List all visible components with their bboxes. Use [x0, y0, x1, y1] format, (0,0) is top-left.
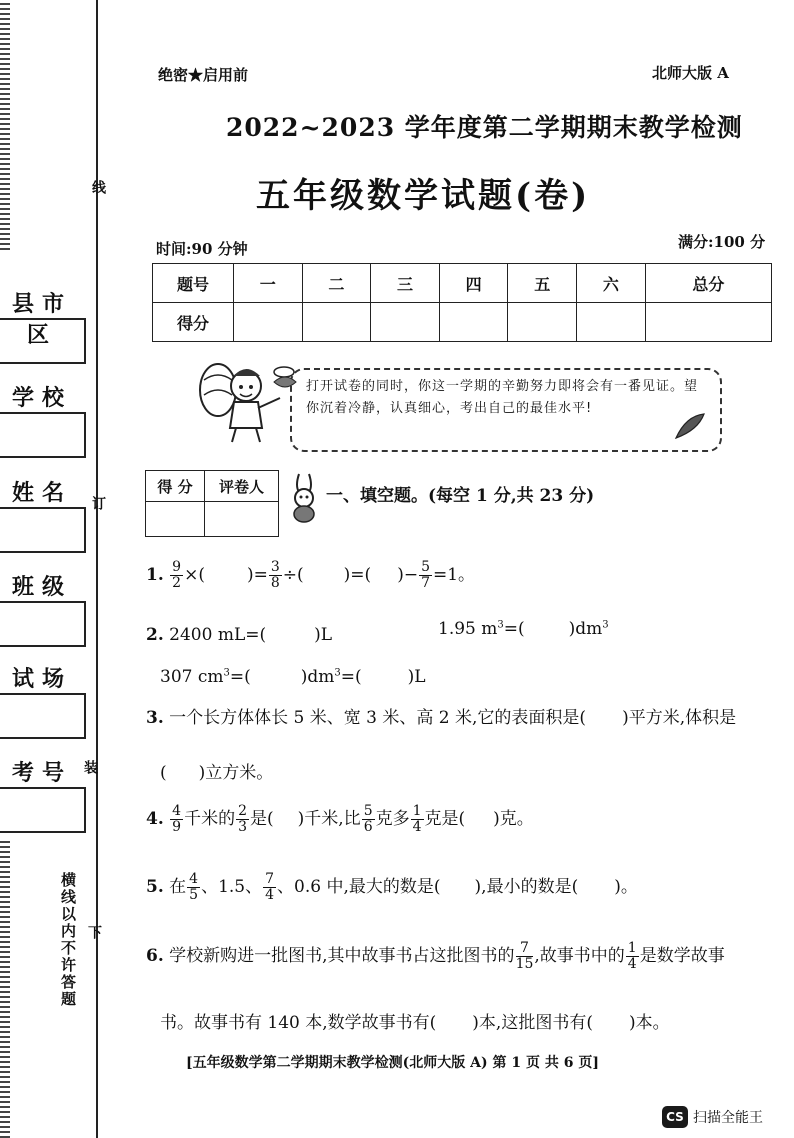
q-text: )千米,比 [297, 809, 361, 829]
field-label-name: 姓名 [11, 480, 72, 506]
q-text: 书。故事书有 140 本,数学故事书有( [160, 1013, 437, 1033]
question-2-line-1 [146, 625, 332, 645]
q-text: 1.95 m [438, 619, 498, 639]
score-cell-2[interactable] [302, 303, 371, 342]
field-box-county[interactable] [0, 318, 86, 364]
score-header-5: 五 [508, 264, 577, 303]
q-text: )L [407, 667, 426, 687]
mark-staple: 装 [82, 760, 98, 774]
fraction: $\frac{3}{8}$ [270, 559, 280, 591]
question-number: 1. [146, 565, 164, 585]
exam-subtitle: 五年级数学试题(卷) [256, 176, 591, 216]
feather-icon [672, 412, 708, 442]
grader-header-grader: 评卷人 [204, 471, 278, 502]
q-text: ),最小的数是( [474, 877, 579, 897]
page-footer: [五年级数学第二学期期末教学检测(北师大版 A) 第 1 页 共 6 页] [186, 1055, 599, 1071]
hatch-top [0, 0, 10, 250]
rabbit-icon [285, 472, 325, 524]
mark-bind: 订 [90, 496, 106, 510]
ribbon-icon [272, 372, 298, 392]
score-header-6: 六 [577, 264, 646, 303]
hatch-bottom [0, 840, 10, 1138]
section1-title: 一、填空题。(每空 1 分,共 23 分) [326, 486, 595, 506]
field-box-name[interactable] [0, 507, 86, 553]
binding-line [96, 0, 98, 1138]
q-text: =( [340, 667, 362, 687]
score-row-label: 得分 [153, 303, 234, 342]
q-text: 、1.5、 [201, 877, 263, 897]
score-cell-5[interactable] [508, 303, 577, 342]
q-text: =1。 [433, 565, 476, 585]
encouragement-bubble [290, 368, 722, 452]
fraction: $\frac{5}{7}$ [421, 559, 430, 591]
q-text: )= [246, 565, 268, 585]
angel-icon [196, 350, 296, 445]
q-text: 克多 [375, 809, 410, 829]
question-5 [146, 872, 638, 903]
q-text: 克是( [424, 809, 466, 829]
q-text: )=( [343, 565, 372, 585]
fraction: $\frac{2}{3}$ [238, 803, 247, 835]
field-box-school[interactable] [0, 412, 86, 458]
q-text: =( [503, 619, 525, 639]
question-1 [146, 560, 475, 591]
score-cell-4[interactable] [439, 303, 508, 342]
score-header-3: 三 [371, 264, 440, 303]
q-text: ( [160, 763, 167, 783]
q-text: 学校新购进一批图书,其中故事书占这批图书的 [169, 946, 515, 966]
q-text: ×( [184, 565, 205, 585]
score-table [152, 263, 772, 342]
mark-line: 线 [90, 180, 106, 194]
fraction: $\frac{9}{2}$ [172, 559, 182, 591]
question-number: 2. [146, 625, 164, 645]
question-number: 5. [146, 877, 164, 897]
grader-header-score: 得 分 [146, 471, 205, 502]
question-2-part-b [438, 619, 609, 639]
fraction: $\frac{1}{4}$ [412, 803, 422, 835]
q-text: )dm [300, 667, 335, 687]
field-label-county: 县市区 [11, 291, 72, 348]
scanner-name: 扫描全能王 [693, 1110, 763, 1126]
q-text: )平方米,体积是 [622, 708, 737, 728]
question-4 [146, 804, 534, 835]
field-label-room: 试场 [11, 666, 72, 692]
field-label-school: 学校 [11, 385, 72, 411]
superscript: 3 [497, 619, 504, 631]
score-cell-3[interactable] [371, 303, 440, 342]
field-box-room[interactable] [0, 693, 86, 739]
fraction: $\frac{4}{9}$ [172, 803, 182, 835]
q-text: 307 cm [160, 667, 224, 687]
q-text: 2400 mL=( [169, 625, 267, 645]
edition-label: 北师大版 A [652, 64, 729, 82]
question-3-line-1 [146, 703, 736, 728]
q-text: ,故事书中的 [534, 946, 625, 966]
question-number: 4. [146, 809, 164, 829]
score-header-total: 总分 [645, 264, 771, 303]
q-text: )dm [568, 619, 603, 639]
q-text: 千米的 [184, 809, 236, 829]
secret-label: 绝密★启用前 [158, 66, 249, 84]
fraction: $\frac{7}{15}$ [515, 940, 534, 972]
question-6-line-2 [160, 1008, 670, 1033]
q-text: ÷( [282, 565, 304, 585]
q-text: )− [397, 565, 419, 585]
q-text: )克。 [493, 809, 534, 829]
q-text: =( [229, 667, 251, 687]
superscript: 3 [223, 667, 230, 679]
score-header-label: 题号 [153, 264, 234, 303]
fraction: $\frac{4}{5}$ [189, 871, 199, 903]
score-cell-1[interactable] [234, 303, 303, 342]
fraction: $\frac{1}{4}$ [627, 940, 637, 972]
grader-cell-score[interactable] [146, 502, 205, 537]
grader-table [145, 470, 279, 537]
field-box-exam-no[interactable] [0, 787, 86, 833]
scanner-logo-icon: CS [662, 1106, 688, 1128]
fraction: $\frac{5}{6}$ [363, 803, 373, 835]
field-label-exam-no: 考号 [11, 760, 72, 786]
q-text: 在 [169, 877, 187, 897]
q-text: 是( [250, 809, 274, 829]
question-number: 6. [146, 946, 164, 966]
binding-arrow: 下 [86, 925, 102, 939]
q-text: )本。 [628, 1013, 670, 1033]
binding-strip [0, 0, 106, 1138]
q-text: )立方米。 [198, 763, 274, 783]
encouragement-text: 打开试卷的同时，你这一学期的辛勤努力即将会有一番见证。望你沉着冷静，认真细心，考出自己的最佳水平! [306, 379, 699, 416]
score-header-4: 四 [439, 264, 508, 303]
score-header-1: 一 [234, 264, 303, 303]
superscript: 3 [602, 619, 609, 631]
time-label: 时间:90 分钟 [156, 240, 248, 258]
field-label-class: 班级 [11, 574, 72, 600]
score-cell-total[interactable] [645, 303, 771, 342]
q-text: 一个长方体体长 5 米、宽 3 米、高 2 米,它的表面积是( [169, 708, 587, 728]
q-text: )本,这批图书有( [472, 1013, 593, 1033]
question-3-line-2 [160, 758, 273, 783]
question-number: 3. [146, 708, 164, 728]
question-6-line-1 [146, 941, 725, 972]
q-text: 是数学故事 [639, 946, 725, 966]
q-text: )L [314, 625, 333, 645]
field-box-class[interactable] [0, 601, 86, 647]
binding-warning: 横线以内不许答题 [59, 872, 77, 1008]
fraction: $\frac{7}{4}$ [265, 871, 275, 903]
question-2-line-2 [160, 667, 426, 687]
grader-cell-grader[interactable] [204, 502, 278, 537]
scanner-watermark [662, 1106, 763, 1128]
superscript: 3 [334, 667, 341, 679]
score-header-2: 二 [302, 264, 371, 303]
q-text: )。 [614, 877, 638, 897]
full-score-label: 满分:100 分 [678, 233, 766, 251]
exam-title: 2022~2023 学年度第二学期期末教学检测 [226, 113, 743, 142]
q-text: 、0.6 中,最大的数是( [277, 877, 441, 897]
score-cell-6[interactable] [577, 303, 646, 342]
